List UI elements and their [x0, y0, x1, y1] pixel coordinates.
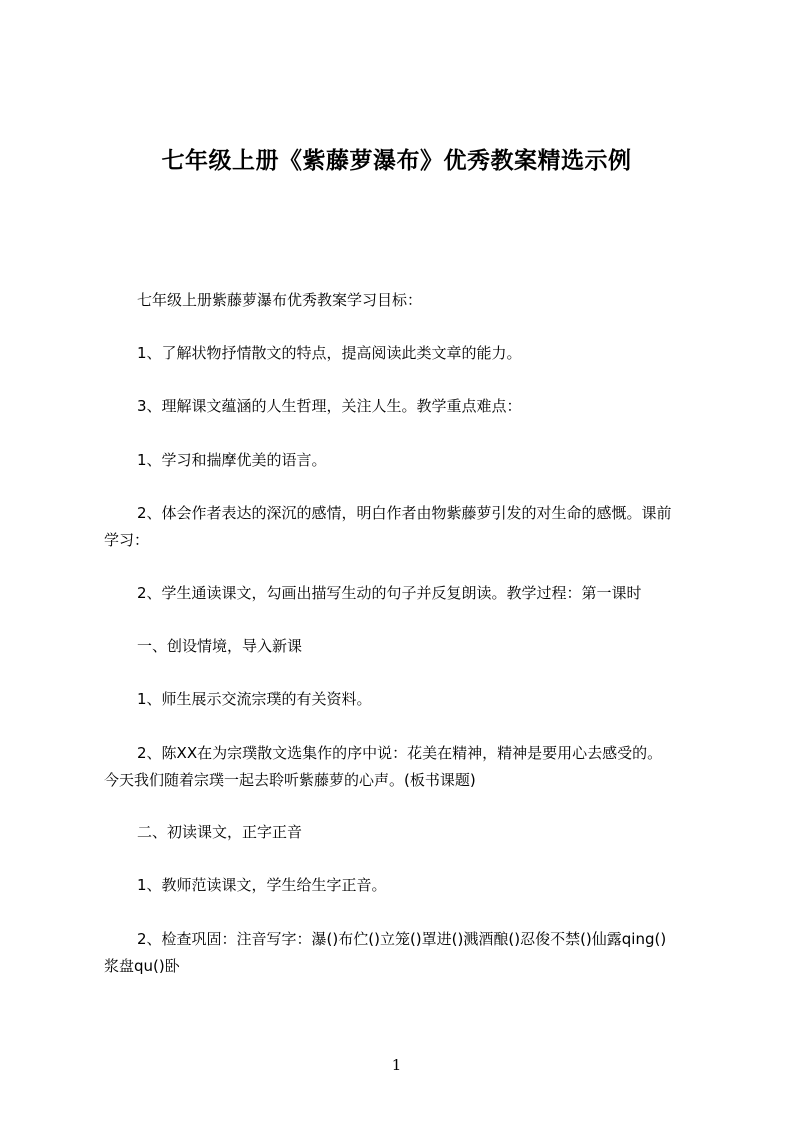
- paragraph-goal-3: 3、理解课文蕴涵的人生哲理，关注人生。教学重点难点：: [137, 397, 522, 415]
- paragraph-step-1: 1、师生展示交流宗璞的有关资料。: [137, 690, 372, 708]
- paragraph-read-1: 1、教师范读课文，学生给生字正音。: [137, 876, 387, 894]
- paragraph-learning-goals: 七年级上册紫藤萝瀑布优秀教案学习目标：: [137, 291, 423, 309]
- paragraph-goal-1: 1、了解状物抒情散文的特点，提高阅读此类文章的能力。: [137, 344, 522, 362]
- paragraph-key-2: 2、体会作者表达的深沉的感情，明白作者由物紫藤萝引发的对生命的感慨。课前学习：: [104, 504, 672, 549]
- paragraph-read-2: 2、检查巩固：注音写字：瀑()布伫()立笼()罩进()溅酒酿()忍俊不禁()仙露qing()浆盘qu()卧: [104, 930, 667, 975]
- page-number: 1: [391, 1056, 402, 1074]
- paragraph-key-1: 1、学习和揣摩优美的语言。: [137, 451, 327, 469]
- paragraph-preview-2: 2、学生通读课文，勾画出描写生动的句子并反复朗读。教学过程：第一课时: [137, 584, 642, 602]
- section-heading-1: 一、创设情境，导入新课: [137, 637, 303, 655]
- section-heading-2: 二、初读课文，正字正音: [137, 823, 303, 841]
- paragraph-step-2: 2、陈XX在为宗璞散文选集作的序中说：花美在精神，精神是要用心去感受的。今天我们随着宗璞一起去聆听紫藤萝的心声。(板书课题): [104, 744, 663, 789]
- document-title: 七年级上册《紫藤萝瀑布》优秀教案精选示例: [161, 148, 632, 174]
